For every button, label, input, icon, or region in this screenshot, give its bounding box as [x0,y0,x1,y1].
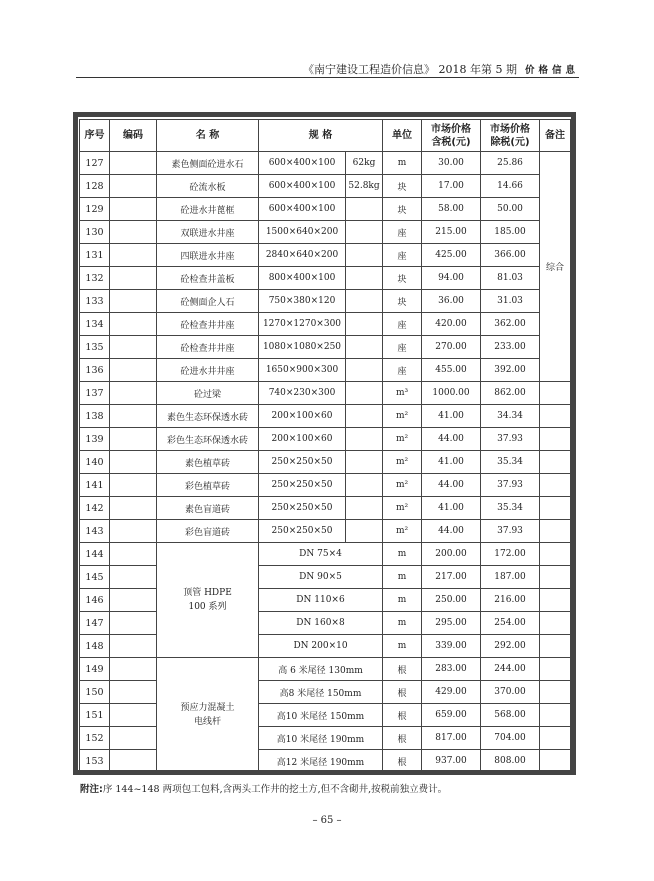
table-row: 147 DN 160×8 m 295.00 254.00 [80,612,571,635]
group-name-hdpe: 顶管 HDPE 100 系列 [157,543,259,658]
col-header-no: 序号 [80,120,110,152]
header-rule [76,77,579,78]
table-row: 132 砼检查井盖板 800×400×100 块 94.00 81.03 [80,267,571,290]
section-label: 价格信息 [524,65,579,76]
table-row: 134 砼检查井井座 1270×1270×300 座 420.00 362.00 [80,313,571,336]
running-header [76,61,579,77]
table-row: 131 四联进水井座 2840×640×200 座 425.00 366.00 [80,244,571,267]
table-row: 139 彩色生态环保透水砖 200×100×60 m² 44.00 37.93 [80,428,571,451]
table-row: 152 高10 米尾径 190mm 根 817.00 704.00 [80,727,571,750]
table-row: 141 彩色植草砖 250×250×50 m² 44.00 37.93 [80,474,571,497]
price-table [79,119,571,773]
table-row: 138 素色生态环保透水砖 200×100×60 m² 41.00 34.34 [80,405,571,428]
table-row: 137 砼过梁 740×230×300 m³ 1000.00 862.00 [80,382,571,405]
table-row: 144 顶管 HDPE 100 系列 DN 75×4 m 200.00 172.00 [80,543,571,566]
col-header-code: 编码 [110,120,157,152]
col-header-price-notax: 市场价格 除税(元) [481,120,540,152]
table-row: 145 DN 90×5 m 217.00 187.00 [80,566,571,589]
table-row: 130 双联进水井座 1500×640×200 座 215.00 185.00 [80,221,571,244]
col-header-spec: 规 格 [259,120,383,152]
col-header-price-tax: 市场价格 含税(元) [422,120,481,152]
table-row: 143 彩色盲道砖 250×250×50 m² 44.00 37.93 [80,520,571,543]
page-number: – 65 – [312,815,342,826]
table-row: 135 砼检查井井座 1080×1080×250 座 270.00 233.00 [80,336,571,359]
col-header-note: 备注 [540,120,571,152]
table-row: 146 DN 110×6 m 250.00 216.00 [80,589,571,612]
table-row: 149 预应力混凝土 电线杆 高 6 米尾径 130mm 根 283.00 244.00 [80,658,571,681]
table-row: 140 素色植草砖 250×250×50 m² 41.00 35.34 [80,451,571,474]
table-row: 153 高12 米尾径 190mm 根 937.00 808.00 [80,750,571,773]
table-row: 129 砼进水井蓖框 600×400×100 块 58.00 50.00 [80,198,571,221]
table-row: 127 素色侧面砼进水石 600×400×100 62kg m 30.00 25.86 综合 [80,152,571,175]
col-header-unit: 单位 [383,120,422,152]
col-header-name: 名 称 [157,120,259,152]
journal-title: 《南宁建设工程造价信息》 2018 年第 5 期 [303,63,517,76]
table-row: 148 DN 200×10 m 339.00 292.00 [80,635,571,658]
table-row: 151 高10 米尾径 150mm 根 659.00 568.00 [80,704,571,727]
table-row: 133 砼侧面企人石 750×380×120 块 36.00 31.03 [80,290,571,313]
table-row: 136 砼进水井井座 1650×900×300 座 455.00 392.00 [80,359,571,382]
footnote-text: 序 144~148 两项包工包料,含两头工作井的挖土方,但不含砌井,按税前独立费计。 [102,784,448,795]
note-merged-cell: 综合 [540,152,571,382]
table-row: 128 砼流水板 600×400×100 52.8kg 块 17.00 14.66 [80,175,571,198]
footnote-label: 附注: [80,784,103,795]
table-row: 142 素色盲道砖 250×250×50 m² 41.00 35.34 [80,497,571,520]
footnote [80,781,447,795]
group-name-pole: 预应力混凝土 电线杆 [157,658,259,773]
table-row: 150 高8 米尾径 150mm 根 429.00 370.00 [80,681,571,704]
table-header-row [80,120,571,152]
